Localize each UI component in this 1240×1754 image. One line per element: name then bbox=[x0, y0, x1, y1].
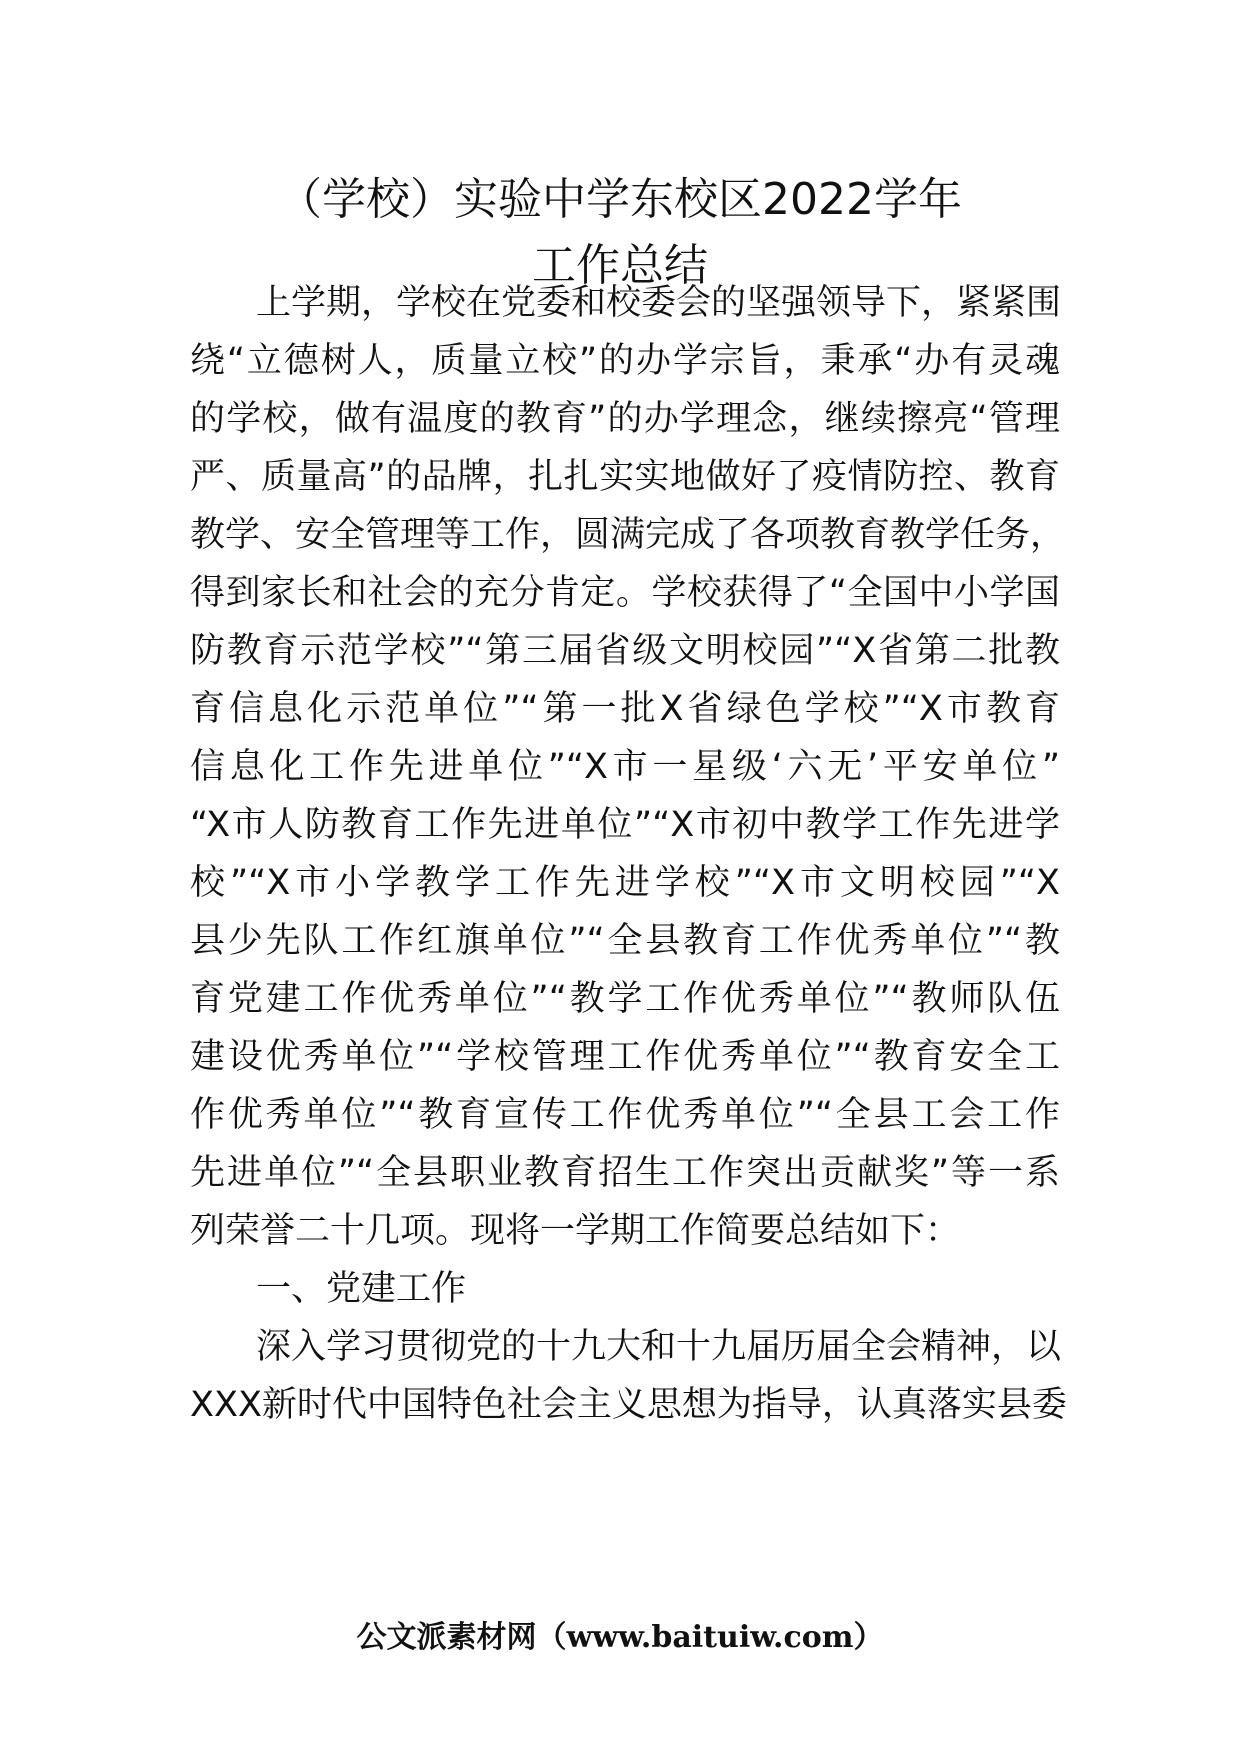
section-1-line: XXX新时代中国特色社会主义思想为指导，认真落实县委 bbox=[190, 1385, 1067, 1425]
intro-line: 列荣誉二十几项。现将一学期工作简要总结如下： bbox=[190, 1211, 961, 1251]
intro-line: 校”“X市小学教学工作先进学校”“X市文明校园”“X bbox=[190, 863, 1060, 903]
intro-line: 建设优秀单位”“学校管理工作优秀单位”“教育安全工 bbox=[190, 1037, 1060, 1077]
section-1-line: 深入学习贯彻党的十九大和十九届历届全会精神，以 bbox=[256, 1327, 1062, 1367]
watermark-footer: 公文派素材网（www.baituiw.com） bbox=[356, 1620, 884, 1655]
intro-line: 先进单位”“全县职业教育招生工作突出贡献奖”等一系 bbox=[190, 1153, 1060, 1193]
intro-line: 作优秀单位”“教育宣传工作优秀单位”“全县工会工作 bbox=[190, 1095, 1060, 1135]
document-title-line-2: 工作总结 bbox=[532, 240, 708, 291]
document-title-line-1: （学校）实验中学东校区2022学年 bbox=[278, 174, 962, 225]
intro-line: 防教育示范学校”“第三届省级文明校园”“X省第二批教 bbox=[190, 631, 1060, 671]
intro-line: 绕“立德树人，质量立校”的办学宗旨，秉承“办有灵魂 bbox=[190, 341, 1060, 381]
intro-line: 得到家长和社会的充分肯定。学校获得了“全国中小学国 bbox=[190, 573, 1060, 613]
intro-line: 育信息化示范单位”“第一批X省绿色学校”“X市教育 bbox=[190, 689, 1060, 729]
intro-line: 育党建工作优秀单位”“教学工作优秀单位”“教师队伍 bbox=[190, 979, 1060, 1019]
section-1-heading: 一、党建工作 bbox=[256, 1269, 467, 1309]
intro-line: 上学期，学校在党委和校委会的坚强领导下，紧紧围 bbox=[256, 283, 1062, 323]
intro-line: 的学校，做有温度的教育”的办学理念，继续擦亮“管理 bbox=[190, 399, 1060, 439]
intro-line: 县少先队工作红旗单位”“全县教育工作优秀单位”“教 bbox=[190, 921, 1060, 961]
intro-line: 教学、安全管理等工作，圆满完成了各项教育教学任务， bbox=[190, 515, 1066, 555]
intro-line: “X市人防教育工作先进单位”“X市初中教学工作先进学 bbox=[190, 805, 1060, 845]
intro-line: 信息化工作先进单位”“X市一星级‘六无’平安单位” bbox=[190, 747, 1060, 787]
intro-line: 严、质量高”的品牌，扎扎实实地做好了疫情防控、教育 bbox=[190, 457, 1060, 497]
